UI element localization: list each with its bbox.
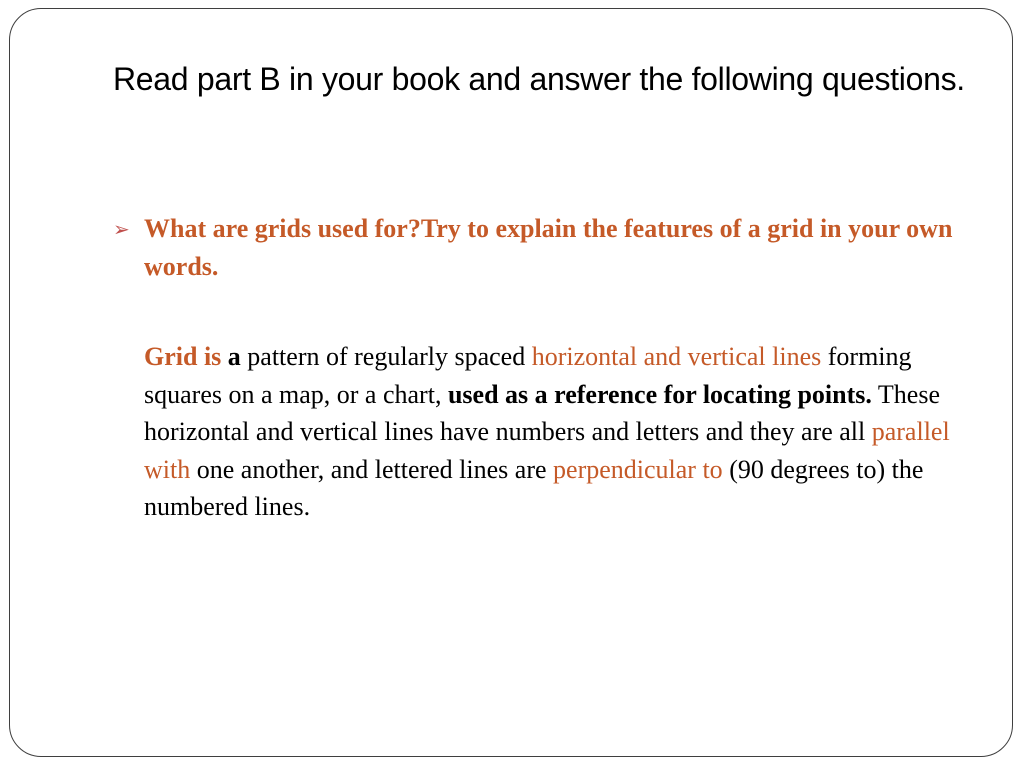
answer-segment-perpendicular: perpendicular to <box>553 454 723 484</box>
answer-segment-lettered-lines: one another, and lettered lines are <box>190 454 554 484</box>
bullet-item <box>113 210 963 286</box>
answer-segment-grid-is: Grid is <box>144 342 228 371</box>
answer-segment-a: a <box>227 342 248 371</box>
bullet-question-text: What are grids used for?Try to explain the features of a grid in your own words. <box>144 214 953 281</box>
answer-segment-forming-squares: forming squares on a map, or a chart, <box>144 342 912 409</box>
answer-segment-numbered-lines: (90 degrees to) the numbered lines. <box>144 454 924 521</box>
answer-paragraph <box>144 338 964 526</box>
slide-title: Read part B in your book and answer the following questions. <box>113 61 965 97</box>
arrow-bullet-icon: ➢ <box>113 217 130 241</box>
answer-segment-numbers-letters: These horizontal and vertical lines have numbers and letters and they are all <box>144 379 940 446</box>
answer-segment-horizontal-vertical: horizontal and vertical lines <box>531 342 822 371</box>
answer-segment-parallel: parallel with <box>144 417 950 484</box>
answer-segment-pattern: pattern of regularly spaced <box>247 342 532 371</box>
answer-segment-reference: used as a reference for locating points. <box>447 379 872 409</box>
